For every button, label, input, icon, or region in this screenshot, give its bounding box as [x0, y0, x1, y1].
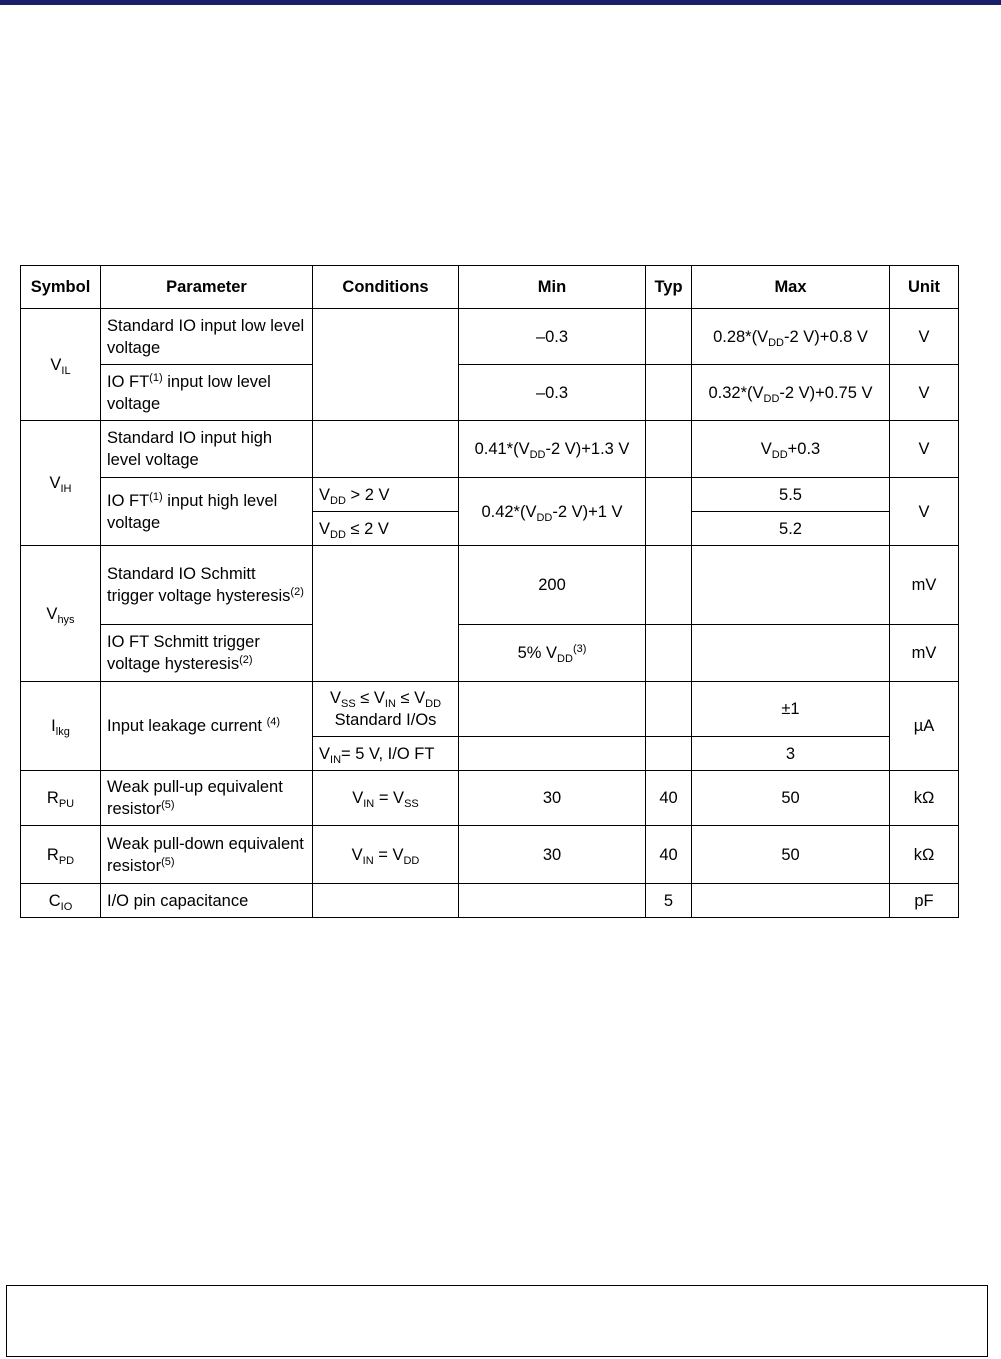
table-row: [21, 682, 959, 737]
min-vil-standard: –0.3: [459, 309, 646, 365]
table-row: [21, 771, 959, 826]
conditions-vil: [313, 309, 459, 421]
min-vih-standard: $0.41*(V_{DD}-2$ V)+1.3 V: [459, 421, 646, 478]
typ-rpu: 40: [646, 771, 692, 826]
table-row: [21, 309, 959, 365]
table-row: [21, 826, 959, 884]
min-vih-ft: $0.42*(V_{DD}-2$ V)+1 V: [459, 478, 646, 546]
min-rpd: 30: [459, 826, 646, 884]
unit-vil-ft: V: [890, 365, 959, 421]
table-row: [21, 421, 959, 478]
max-rpd: 50: [692, 826, 890, 884]
typ-ilkg-ft: [646, 737, 692, 771]
header-min: Min: [459, 266, 646, 309]
symbol-rpd: $R_{PD}$: [21, 826, 101, 884]
param-vil-standard: Standard IO input low level voltage: [101, 309, 313, 365]
table-row: [21, 625, 959, 682]
typ-cio: 5: [646, 884, 692, 918]
table-row: [21, 478, 959, 512]
max-rpu: 50: [692, 771, 890, 826]
min-vil-ft: –0.3: [459, 365, 646, 421]
header-symbol: Symbol: [21, 266, 101, 309]
max-vil-ft: $0.32*(V_{DD}-2$ V)+0.75 V: [692, 365, 890, 421]
min-vhys-ft: 5% $V_{DD}^{(3)}$: [459, 625, 646, 682]
typ-ilkg-standard: [646, 682, 692, 737]
header-max: Max: [692, 266, 890, 309]
conditions-vih-standard: [313, 421, 459, 478]
param-vhys-standard: Standard IO Schmitt trigger voltage hysteresis$^{(2)}$: [101, 546, 313, 625]
header-parameter: Parameter: [101, 266, 313, 309]
conditions-ilkg-ft: $V_{IN}= 5$ V, I/O FT: [313, 737, 459, 771]
param-rpu: Weak pull-up equivalent resistor$^{(5)}$: [101, 771, 313, 826]
param-ilkg: Input leakage current $^{(4)}$: [101, 682, 313, 771]
unit-vih-standard: V: [890, 421, 959, 478]
typ-vil-standard: [646, 309, 692, 365]
table-row: [21, 546, 959, 625]
typ-vhys-standard: [646, 546, 692, 625]
table-header-row: [21, 266, 959, 309]
symbol-rpu: $R_{PU}$: [21, 771, 101, 826]
table-row: [21, 365, 959, 421]
footer-box: [6, 1285, 988, 1357]
max-vil-standard: $0.28*(V_{DD}-2$ V)+0.8 V: [692, 309, 890, 365]
unit-vil-standard: V: [890, 309, 959, 365]
max-vih-standard: $V_{DD}+0.3$: [692, 421, 890, 478]
unit-rpd: kΩ: [890, 826, 959, 884]
min-ilkg-ft: [459, 737, 646, 771]
max-ilkg-standard: ±1: [692, 682, 890, 737]
min-rpu: 30: [459, 771, 646, 826]
conditions-rpd: $V_{IN} = V_{DD}$: [313, 826, 459, 884]
conditions-vih-ft-high: $V_{DD} > 2$ V: [313, 478, 459, 512]
header-conditions: Conditions: [313, 266, 459, 309]
param-vih-standard: Standard IO input high level voltage: [101, 421, 313, 478]
symbol-cio: $C_{IO}$: [21, 884, 101, 918]
unit-vih-ft: V: [890, 478, 959, 546]
param-cio: I/O pin capacitance: [101, 884, 313, 918]
header-unit: Unit: [890, 266, 959, 309]
unit-vhys-ft: mV: [890, 625, 959, 682]
max-vih-ft-low: 5.2: [692, 512, 890, 546]
typ-vil-ft: [646, 365, 692, 421]
param-vih-ft: IO FT$^{(1)}$ input high level voltage: [101, 478, 313, 546]
min-vhys-standard: 200: [459, 546, 646, 625]
symbol-vil: $V_{IL}$: [21, 309, 101, 421]
max-cio: [692, 884, 890, 918]
max-vih-ft-high: 5.5: [692, 478, 890, 512]
symbol-vih: $V_{IH}$: [21, 421, 101, 546]
conditions-vhys: [313, 546, 459, 682]
typ-vih-standard: [646, 421, 692, 478]
param-rpd: Weak pull-down equivalent resistor$^{(5)}$: [101, 826, 313, 884]
table-row: [21, 884, 959, 918]
unit-rpu: kΩ: [890, 771, 959, 826]
max-vhys-standard: [692, 546, 890, 625]
unit-vhys-standard: mV: [890, 546, 959, 625]
symbol-ilkg: $I_{lkg}$: [21, 682, 101, 771]
typ-vhys-ft: [646, 625, 692, 682]
conditions-cio: [313, 884, 459, 918]
symbol-vhys: $V_{hys}$: [21, 546, 101, 682]
conditions-rpu: $V_{IN} = V_{SS}$: [313, 771, 459, 826]
unit-cio: pF: [890, 884, 959, 918]
param-vil-ft: IO FT$^{(1)}$ input low level voltage: [101, 365, 313, 421]
io-characteristics-table: [20, 265, 959, 918]
param-vhys-ft: IO FT Schmitt trigger voltage hysteresis$^{(2)}$: [101, 625, 313, 682]
typ-vih-ft: [646, 478, 692, 546]
typ-rpd: 40: [646, 826, 692, 884]
conditions-vih-ft-low: $V_{DD} \le 2$ V: [313, 512, 459, 546]
min-ilkg-standard: [459, 682, 646, 737]
header-rule: [0, 0, 1001, 5]
min-cio: [459, 884, 646, 918]
header-typ: Typ: [646, 266, 692, 309]
conditions-ilkg-standard: $V_{SS} \le V_{IN} \le V_{DD}$ Standard I/Os: [313, 682, 459, 737]
max-vhys-ft: [692, 625, 890, 682]
unit-ilkg: µA: [890, 682, 959, 771]
max-ilkg-ft: 3: [692, 737, 890, 771]
